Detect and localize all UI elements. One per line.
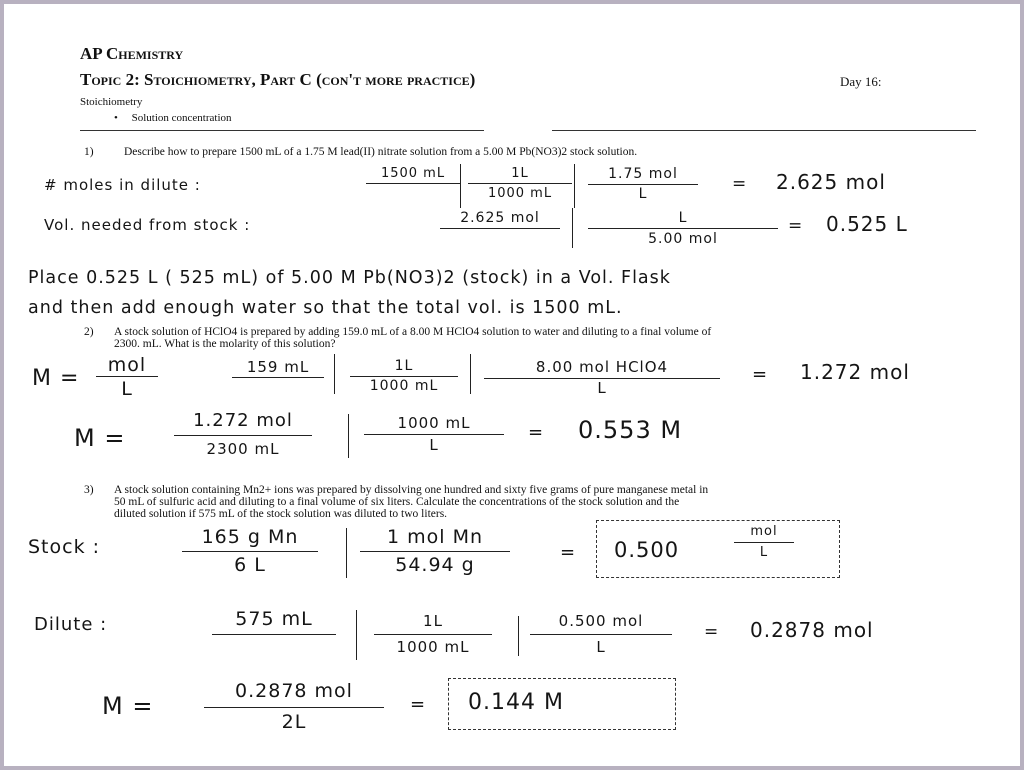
day-label: Day 16: bbox=[840, 74, 882, 89]
q3-dilute-term-1: 575 mL bbox=[212, 608, 336, 648]
q2-m-label-2: M = bbox=[74, 424, 126, 452]
q1-answer-line-2: and then add enough water so that the total vol. is 1500 mL. bbox=[28, 298, 623, 318]
q2-divider-1 bbox=[334, 354, 335, 394]
q2-term-2: 1L 1000 mL bbox=[350, 358, 458, 398]
q3-stock-term-2: 1 mol Mn 54.94 g bbox=[360, 526, 510, 584]
q1-equals-1: = bbox=[732, 174, 748, 194]
q3-dilute-term-3: 0.500 mol L bbox=[530, 612, 672, 658]
q3-stock-unit: mol L bbox=[734, 524, 794, 568]
q3-prompt-line-2: 50 mL of sulfuric acid and diluting to a final volume of six liters. Calculate the concentrations of the stock solution and the bbox=[114, 496, 680, 508]
q3-prompt-line-1: A stock solution containing Mn2+ ions was prepared by dissolving one hundred and sixty five grams of pure manganese metal in bbox=[114, 484, 709, 496]
q2-term-1: 159 mL bbox=[232, 358, 324, 398]
header-rule-right bbox=[552, 130, 976, 131]
q2-prompt-line-1: A stock solution of HClO4 is prepared by adding 159.0 mL of a 8.00 M HClO4 solution to water and diluting to a final volume of bbox=[114, 326, 712, 338]
q1-number: 1) bbox=[84, 146, 94, 158]
q2-term-4: 1.272 mol 2300 mL bbox=[174, 410, 312, 464]
q3-dilute-divider-1 bbox=[356, 610, 357, 660]
q3-stock-divider bbox=[346, 528, 347, 578]
q2-m-label: M = bbox=[32, 366, 80, 391]
course-title: AP Chemistry bbox=[80, 44, 184, 63]
q2-term-5: 1000 mL L bbox=[364, 414, 504, 460]
q3-dilute-result: 0.2878 mol bbox=[750, 618, 874, 642]
q1-term-3: 1.75 mol L bbox=[588, 166, 698, 206]
q3-final-result: 0.144 M bbox=[468, 690, 564, 715]
q1-moles-label: # moles in dilute : bbox=[44, 176, 201, 194]
q3-stock-term-1: 165 g Mn 6 L bbox=[182, 526, 318, 580]
q3-stock-label: Stock : bbox=[28, 536, 101, 558]
q1-prompt: Describe how to prepare 1500 mL of a 1.75 M lead(II) nitrate solution from a 5.00 M Pb(NO3)2 stock solution. bbox=[124, 146, 638, 158]
bullet-item: • Solution concentration bbox=[114, 112, 232, 124]
q2-result-1: 1.272 mol bbox=[800, 360, 910, 384]
q1-answer-line-1: Place 0.525 L ( 525 mL) of 5.00 M Pb(NO3)2 (stock) in a Vol. Flask bbox=[28, 268, 671, 288]
q3-dilute-divider-2 bbox=[518, 616, 519, 656]
section-label: Stoichiometry bbox=[80, 96, 143, 108]
q3-m-equals: = bbox=[410, 694, 427, 715]
q2-term-3: 8.00 mol HClO4 L bbox=[484, 358, 720, 398]
q1-result-1: 2.625 mol bbox=[776, 170, 886, 194]
q3-m-label: M = bbox=[102, 692, 154, 720]
q1-term-5: L 5.00 mol bbox=[588, 210, 778, 250]
q1-equals-2: = bbox=[788, 216, 804, 236]
q3-stock-equals: = bbox=[560, 542, 577, 563]
topic-title: Topic 2: Stoichiometry, Part C (con't more practice) bbox=[80, 70, 476, 89]
q1-volume-label: Vol. needed from stock : bbox=[44, 216, 251, 234]
q3-dilute-term-2: 1L 1000 mL bbox=[374, 612, 492, 660]
q2-equals-2: = bbox=[528, 422, 545, 443]
q2-prompt-line-2: 2300. mL. What is the molarity of this solution? bbox=[114, 338, 336, 350]
q3-number: 3) bbox=[84, 484, 94, 496]
q1-divider-1 bbox=[460, 164, 461, 208]
q3-dilute-label: Dilute : bbox=[34, 614, 108, 635]
q1-term-1: 1500 mL bbox=[366, 166, 460, 206]
q2-number: 2) bbox=[84, 326, 94, 338]
q1-term-2: 1L 1000 mL bbox=[468, 166, 572, 206]
q1-term-4: 2.625 mol bbox=[440, 210, 560, 250]
worksheet-page bbox=[4, 4, 1020, 766]
q3-m-fraction: 0.2878 mol 2L bbox=[204, 680, 384, 738]
q3-stock-result: 0.500 bbox=[614, 538, 680, 562]
q2-m-fraction: mol L bbox=[96, 354, 158, 400]
q2-divider-3 bbox=[348, 414, 349, 458]
q2-result-2: 0.553 M bbox=[578, 416, 683, 444]
q2-divider-2 bbox=[470, 354, 471, 394]
q2-equals-1: = bbox=[752, 364, 769, 385]
q1-result-2: 0.525 L bbox=[826, 212, 908, 236]
q1-divider-2 bbox=[574, 164, 575, 208]
header-rule-left bbox=[80, 130, 484, 131]
q3-dilute-equals: = bbox=[704, 622, 720, 642]
q3-prompt-line-3: diluted solution if 575 mL of the stock solution was diluted to two liters. bbox=[114, 508, 448, 520]
q1-divider-3 bbox=[572, 208, 573, 248]
